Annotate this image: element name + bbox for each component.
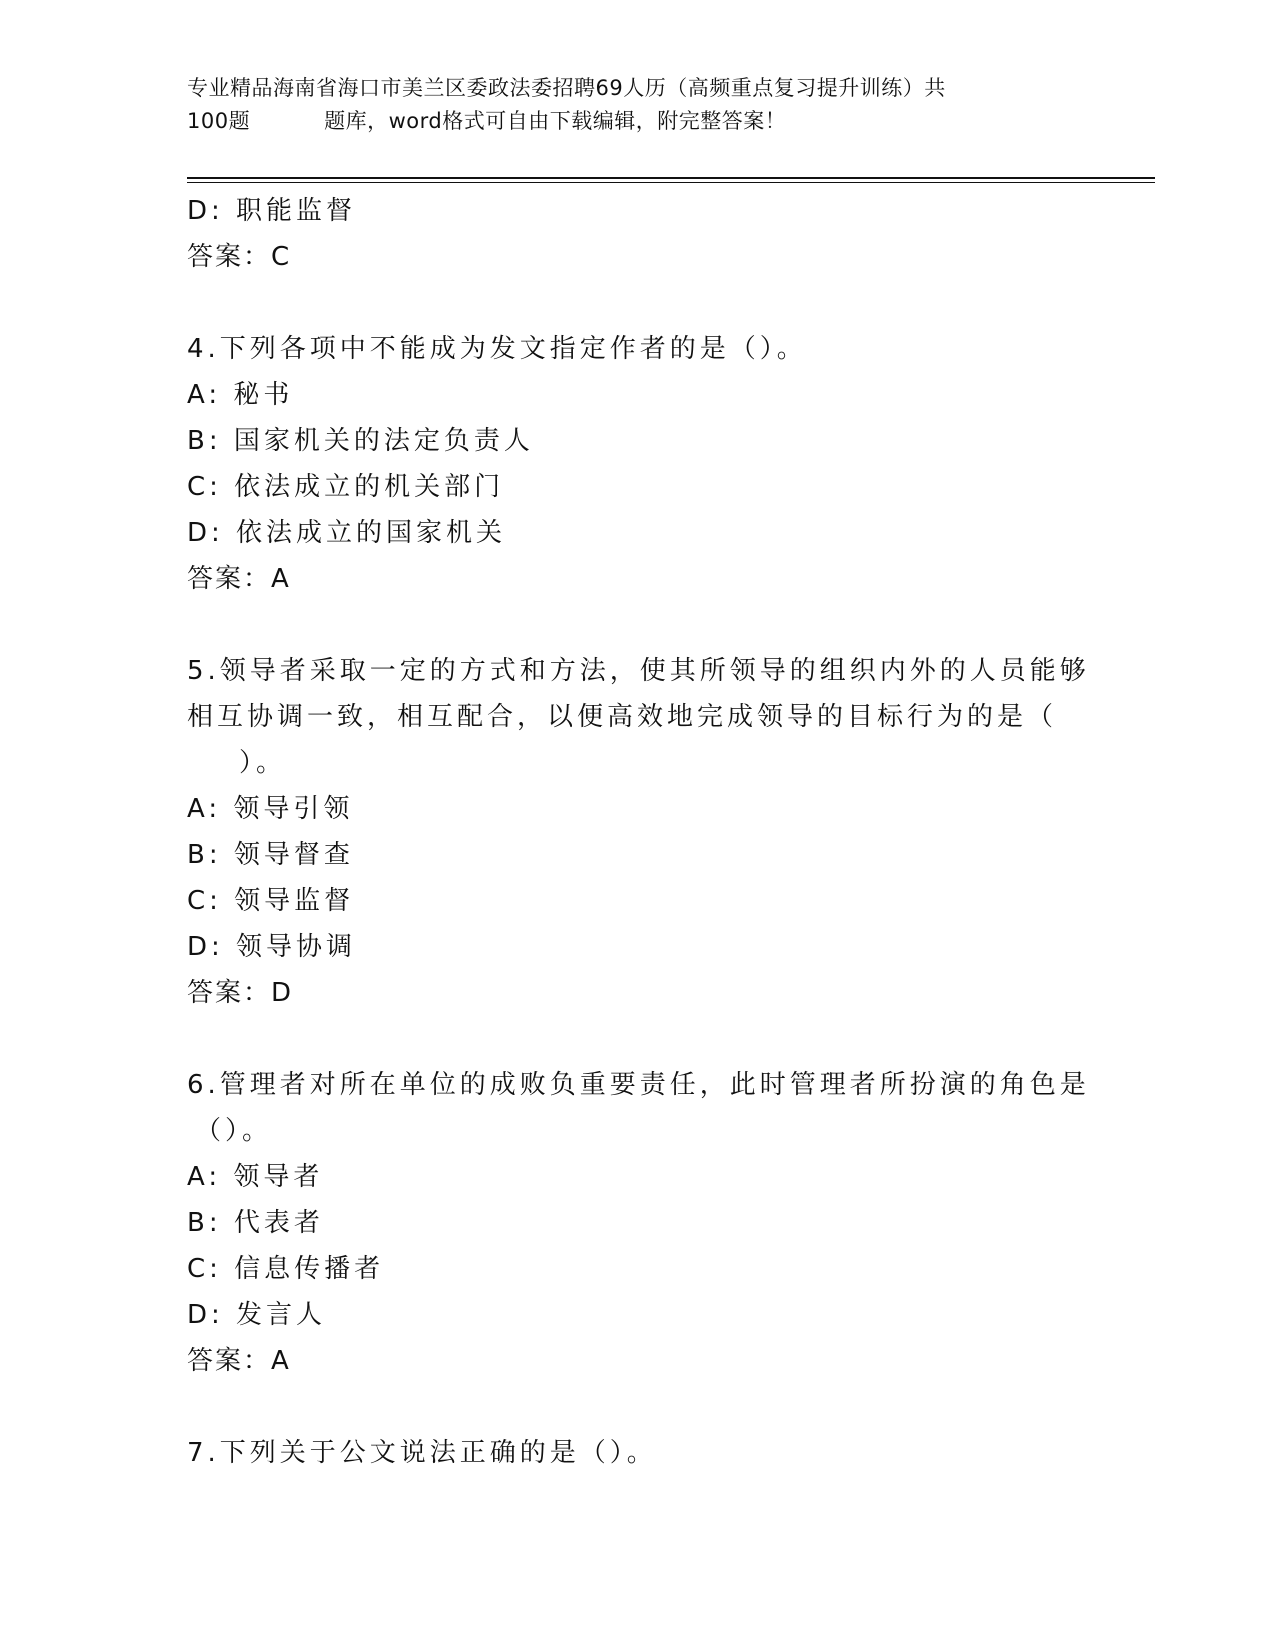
question-text: 4.下列各项中不能成为发文指定作者的是（）。 <box>187 334 807 364</box>
question-4 <box>187 326 1087 602</box>
question-text: 6.管理者对所在单位的成败负重要责任，此时管理者所扮演的角色是 <box>187 1070 1090 1100</box>
option-a: A: 领导者 <box>187 1162 324 1192</box>
question-6 <box>187 1062 1090 1384</box>
answer: 答案：D <box>187 978 294 1008</box>
option-d: D: 领导协调 <box>187 932 357 962</box>
prev-option-d: D: 职能监督 <box>187 196 357 226</box>
option-d: D: 依法成立的国家机关 <box>187 518 507 548</box>
option-b: B: 国家机关的法定负责人 <box>187 426 534 456</box>
prev-answer: 答案：C <box>187 242 292 272</box>
header-question-count: 100题 <box>187 109 251 133</box>
answer: 答案：A <box>187 1346 291 1376</box>
option-c: C: 信息传播者 <box>187 1254 385 1284</box>
header-divider-thin <box>187 182 1155 183</box>
question-5 <box>187 648 1090 1016</box>
option-c: C: 领导监督 <box>187 886 355 916</box>
spacer <box>187 1384 1087 1430</box>
option-d: D: 发言人 <box>187 1300 327 1330</box>
question-text-cont: （）。 <box>195 1116 273 1146</box>
option-a: A: 领导引领 <box>187 794 354 824</box>
option-c: C: 依法成立的机关部门 <box>187 472 505 502</box>
question-content <box>187 188 1090 1476</box>
spacer <box>187 602 1087 648</box>
spacer <box>187 280 1087 326</box>
question-text: 7.下列关于公文说法正确的是（）。 <box>187 1438 657 1468</box>
answer: 答案：A <box>187 564 291 594</box>
option-b: B: 领导督查 <box>187 840 354 870</box>
question-text-cont: 相互协调一致，相互配合，以便高效地完成领导的目标行为的是（ <box>187 702 1058 732</box>
header-line-2 <box>187 105 1087 138</box>
question-text-cont: ）。 <box>239 748 287 778</box>
question-7 <box>187 1430 1087 1476</box>
page-header <box>187 72 1087 138</box>
header-divider-thick <box>187 177 1155 179</box>
header-description: 题库，word格式可自由下载编辑，附完整答案！ <box>324 109 787 133</box>
option-a: A: 秘书 <box>187 380 294 410</box>
spacer <box>187 1016 1087 1062</box>
header-line-1: 专业精品海南省海口市美兰区委政法委招聘69人历（高频重点复习提升训练）共 <box>187 76 946 100</box>
option-b: B: 代表者 <box>187 1208 324 1238</box>
question-text: 5.领导者采取一定的方式和方法，使其所领导的组织内外的人员能够 <box>187 656 1090 686</box>
